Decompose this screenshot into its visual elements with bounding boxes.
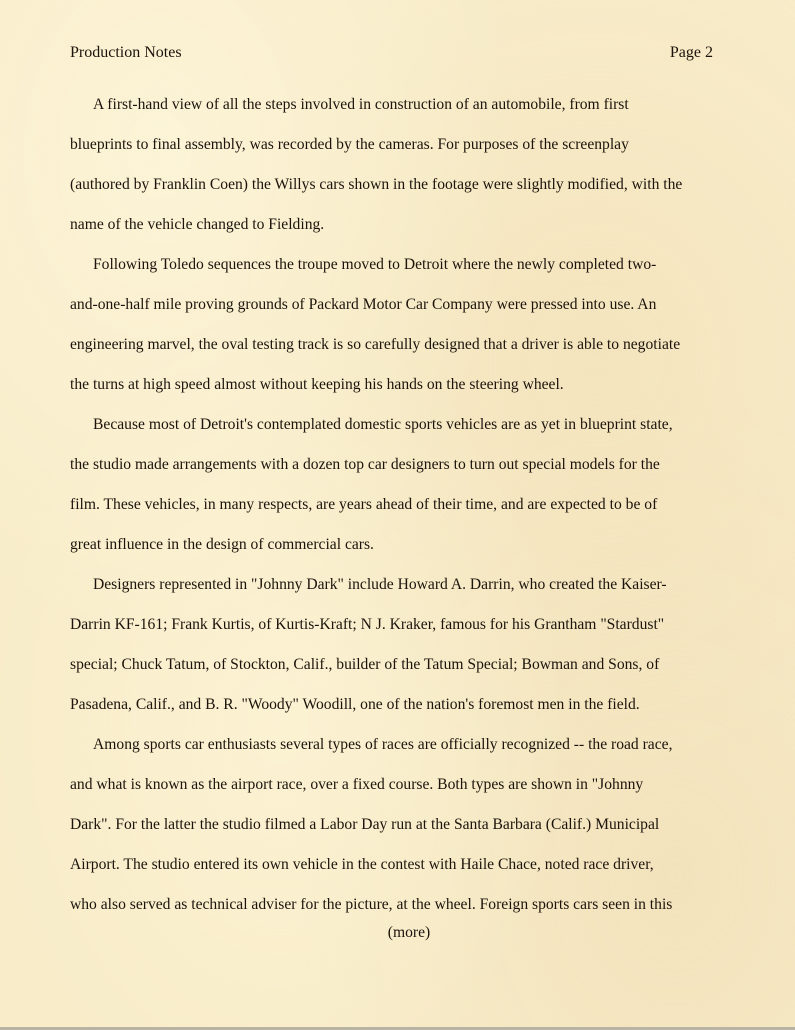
text-line: Dark". For the latter the studio filmed a Labor Day run at the Santa Barbara (Calif.) Municipal (70, 816, 660, 833)
text-line: Among sports car enthusiasts several types of races are officially recognized -- the road race, (93, 736, 673, 753)
text-line: and-one-half mile proving grounds of Packard Motor Car Company were pressed into use. An (70, 296, 657, 313)
text-line: engineering marvel, the oval testing track is so carefully designed that a driver is able to negotiate (70, 336, 681, 353)
text-line: Following Toledo sequences the troupe moved to Detroit where the newly completed two- (93, 256, 657, 273)
text-line: film. These vehicles, in many respects, are years ahead of their time, and are expected to be of (70, 496, 658, 513)
text-line: A first-hand view of all the steps involved in construction of an automobile, from first (93, 96, 629, 113)
continuation-marker: (more) (387, 924, 431, 941)
text-line: name of the vehicle changed to Fielding. (70, 216, 325, 233)
text-line: the turns at high speed almost without keeping his hands on the steering wheel. (70, 376, 564, 393)
text-line: Because most of Detroit's contemplated domestic sports vehicles are as yet in blueprint state, (93, 416, 673, 433)
paragraph-5 (70, 725, 750, 925)
page-number: Page 2 (669, 44, 713, 61)
text-line: great influence in the design of commercial cars. (70, 536, 374, 553)
paragraph-1 (70, 85, 750, 245)
text-line: the studio made arrangements with a dozen top car designers to turn out special models for the (70, 456, 660, 473)
page-header (70, 44, 713, 68)
text-line: Designers represented in "Johnny Dark" include Howard A. Darrin, who created the Kaiser- (93, 576, 667, 593)
paragraph-2 (70, 245, 750, 405)
text-line: Pasadena, Calif., and B. R. "Woody" Woodill, one of the nation's foremost men in the field. (70, 696, 640, 713)
text-line: special; Chuck Tatum, of Stockton, Calif., builder of the Tatum Special; Bowman and Sons, of (70, 656, 660, 673)
text-line: blueprints to final assembly, was recorded by the cameras. For purposes of the screenplay (70, 136, 629, 153)
text-line: Darrin KF-161; Frank Kurtis, of Kurtis-Kraft; N J. Kraker, famous for his Grantham "Stardust" (70, 616, 665, 633)
text-line: and what is known as the airport race, over a fixed course. Both types are shown in "Johnny (70, 776, 644, 793)
paragraph-4 (70, 565, 750, 725)
paragraph-3 (70, 405, 750, 565)
text-line: Airport. The studio entered its own vehicle in the contest with Haile Chace, noted race driver, (70, 856, 654, 873)
text-line: who also served as technical adviser for the picture, at the wheel. Foreign sports cars seen in this (70, 896, 673, 913)
body-text (70, 85, 750, 925)
header-title: Production Notes (70, 44, 182, 61)
text-line: (authored by Franklin Coen) the Willys cars shown in the footage were slightly modified, with the (70, 176, 683, 193)
